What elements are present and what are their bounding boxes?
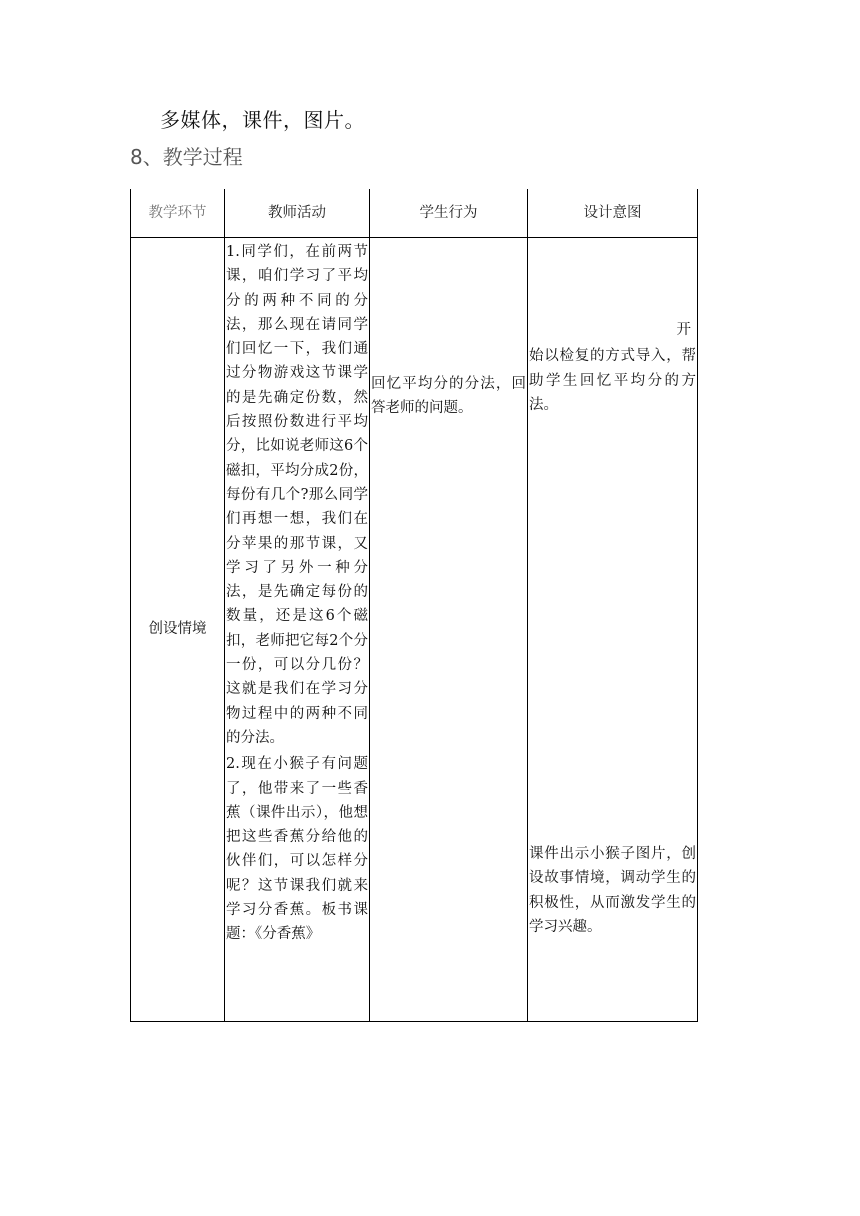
teaching-process-table [130, 189, 698, 1022]
teacher-activity-part-2: 2.现在小猴子有问题了，他带来了一些香蕉（课件出示），他想把这些香蕉分给他的伙伴们，可以怎样分呢？这节课我们就来学习分香蕉。板书课题：《分香蕉》 [226, 756, 368, 943]
section-heading: 8、教学过程 [130, 145, 243, 169]
teacher-activity-cell [225, 238, 370, 1022]
materials-line: 多媒体，课件，图片。 [160, 108, 365, 132]
header-design-intent: 设计意图 [528, 189, 698, 238]
table-row [131, 238, 698, 1022]
stage-cell: 创设情境 [131, 238, 225, 1022]
header-stage: 教学环节 [131, 189, 225, 238]
header-student-behavior: 学生行为 [370, 189, 528, 238]
design-intent-part-1a: 开 [676, 322, 691, 338]
header-teacher-activity: 教师活动 [225, 189, 370, 238]
student-behavior-cell [370, 238, 528, 1022]
design-intent-part-2: 课件出示小猴子图片，创设故事情境，调动学生的积极性，从而激发学生的学习兴趣。 [529, 846, 696, 936]
table-header-row [131, 189, 698, 238]
teacher-activity-part-1: 1.同学们，在前两节课，咱们学习了平均分的两种不同的分法，那么现在请同学们回忆一下，我们通过分物游戏这节课学的是先确定份数，然后按照份数进行平均分，比如说老师这6个磁扣，平均分成2份，每份有几个?那么同学们再想一想，我们在分苹果的那节课，又学习了另外一种分法，是先确定每份的数量，还是这6个磁扣，老师把它每2个分一份，可以分几份？这就是我们在学习分物过程中的两种不同的分法。 [226, 244, 368, 746]
design-intent-part-1b: 始以检复的方式导入，帮助学生回忆平均分的方法。 [529, 348, 696, 413]
student-behavior-text: 回忆平均分的分法，回答老师的问题。 [371, 376, 526, 417]
design-intent-cell [528, 238, 698, 1022]
